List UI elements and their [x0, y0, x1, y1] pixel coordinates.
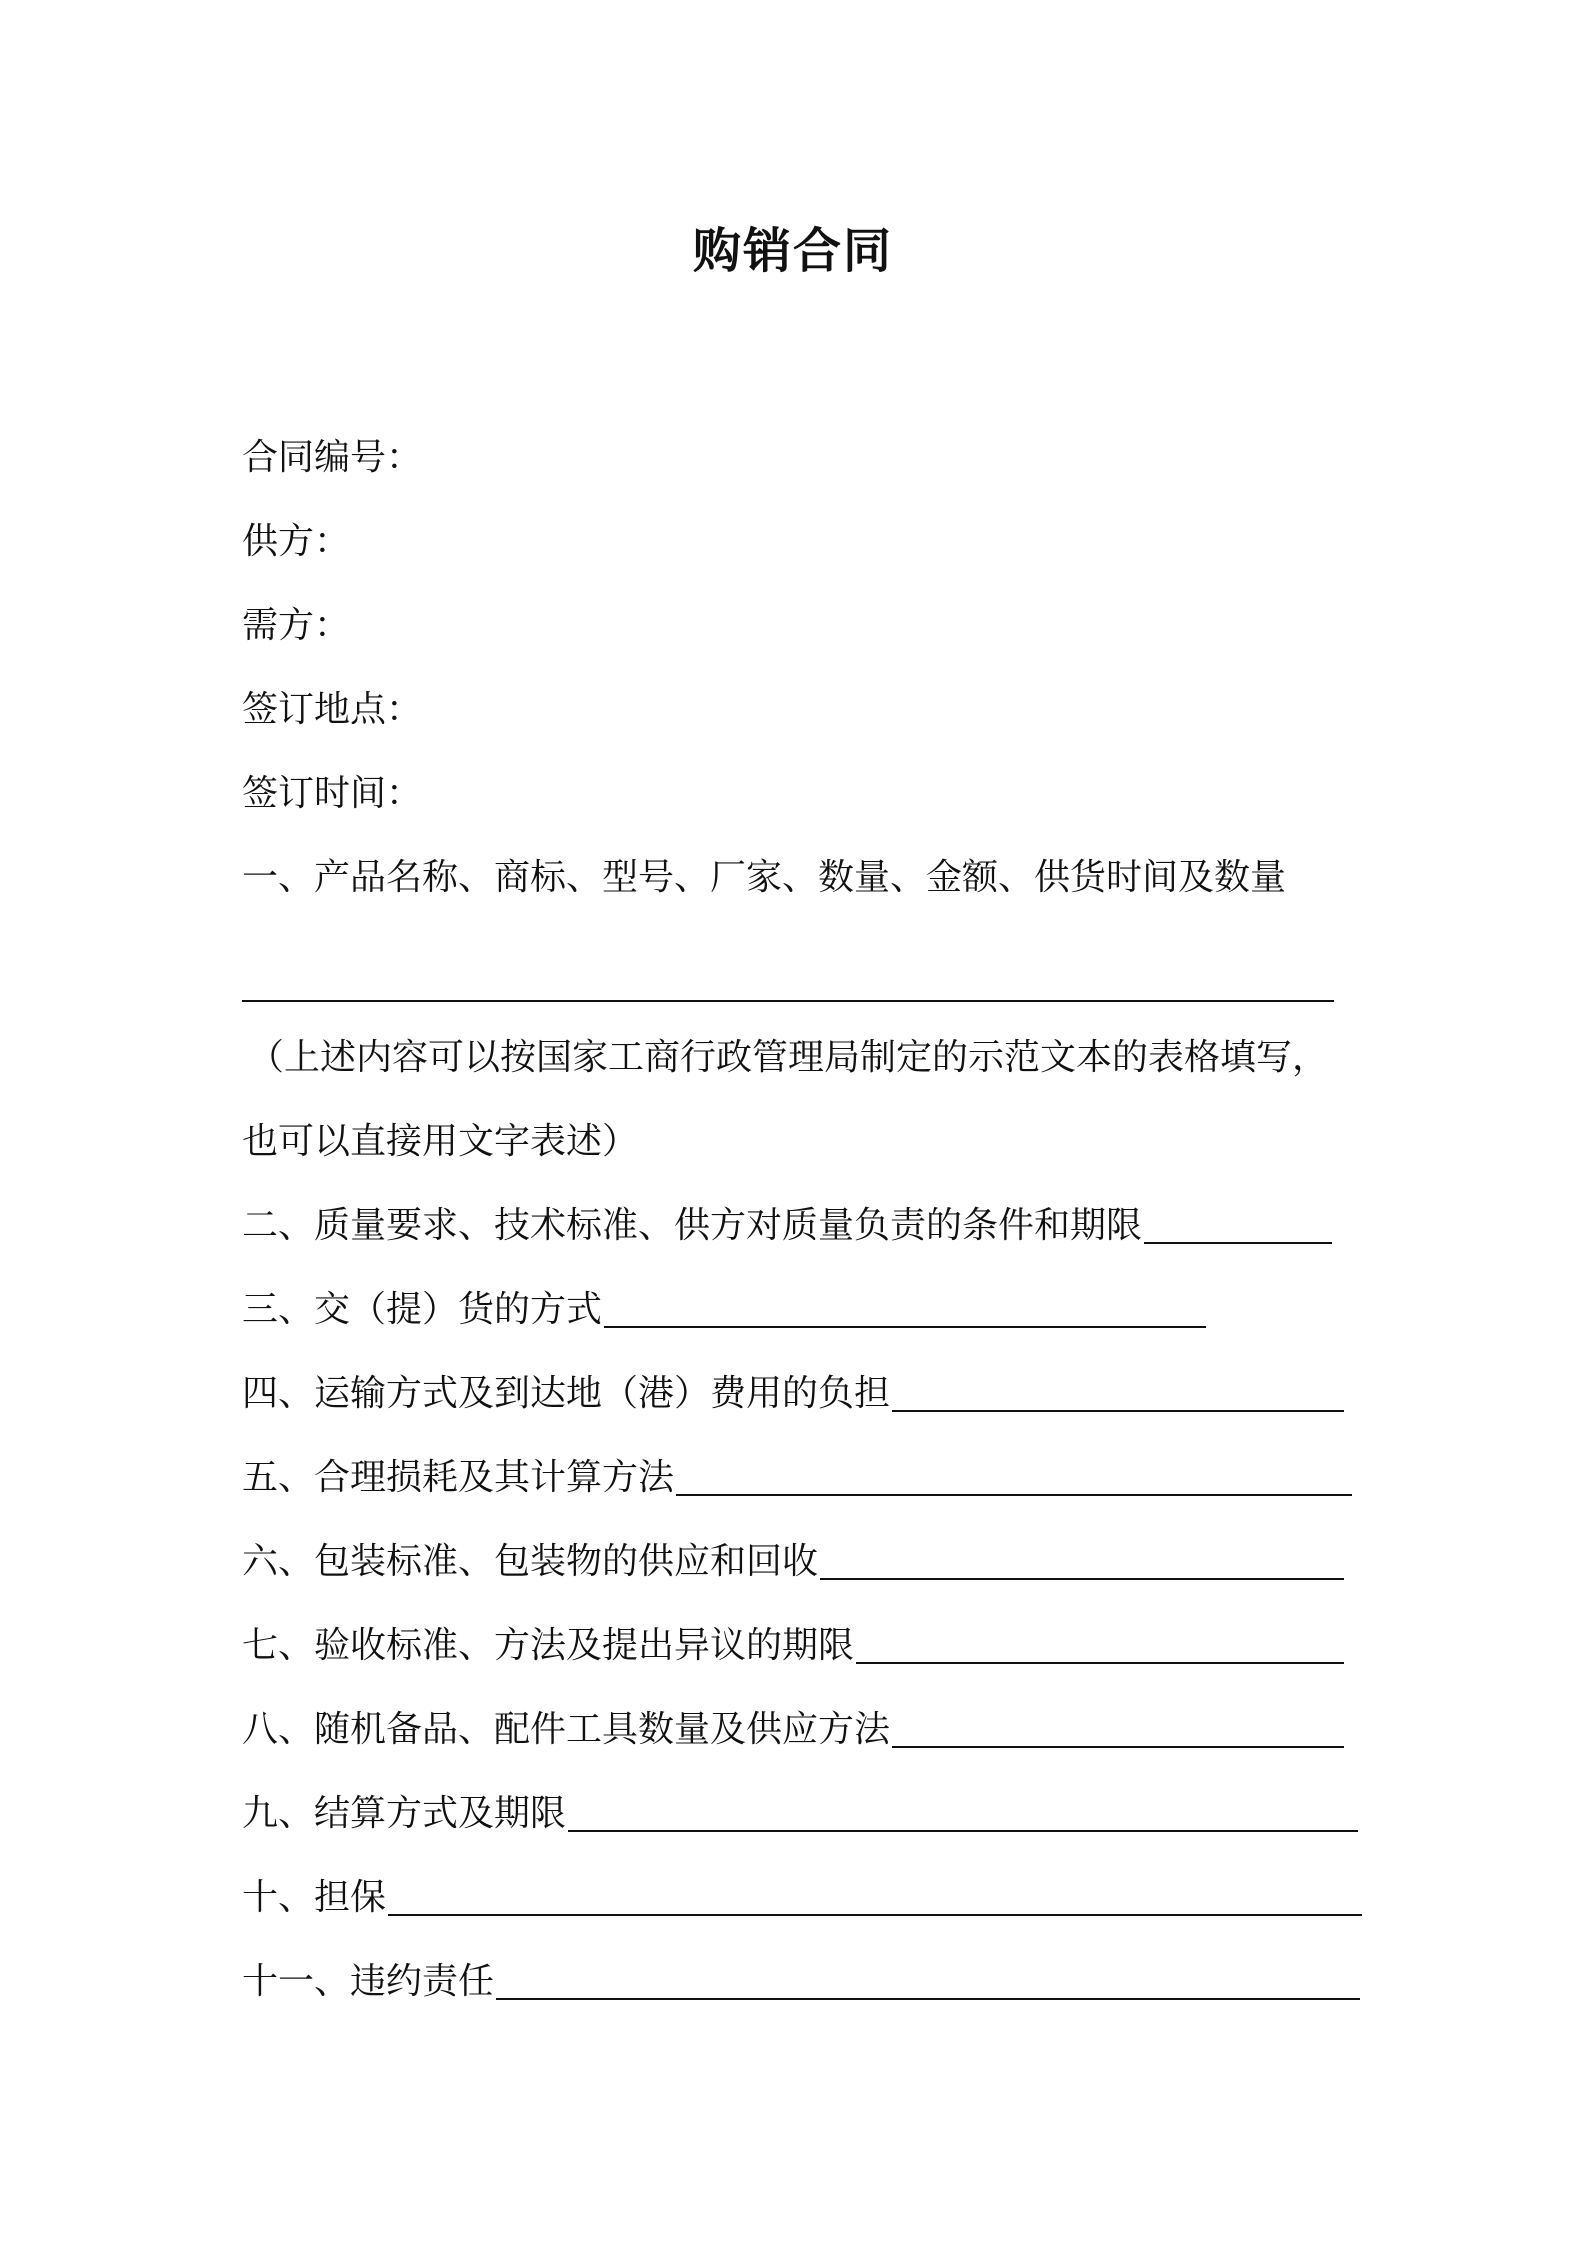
blank-rule — [496, 1956, 1360, 2000]
field-label: 签订时间： — [242, 772, 423, 814]
clause-2 — [242, 1180, 1362, 1264]
clause-text: 四、运输方式及到达地（港）费用的负担 — [242, 1372, 891, 1414]
clause-text: 九、结算方式及期限 — [242, 1792, 567, 1834]
clause-5 — [242, 1432, 1362, 1516]
clause-text: 一、产品名称、商标、型号、厂家、数量、金额、供货时间及数量 — [242, 856, 1287, 898]
clause-1 — [242, 832, 1362, 916]
clause-text: 五、合理损耗及其计算方法 — [242, 1456, 675, 1498]
blank-rule — [676, 1452, 1352, 1496]
clause-1-note-line-2 — [242, 1096, 1362, 1180]
note-text: （上述内容可以按国家工商行政管理局制定的示范文本的表格填写， — [248, 1036, 1329, 1078]
field-label: 供方： — [242, 520, 351, 562]
clause-9 — [242, 1768, 1362, 1852]
field-signing-place — [242, 664, 1362, 748]
blank-rule — [856, 1620, 1344, 1664]
field-buyer — [242, 580, 1362, 664]
clause-text: 十、担保 — [242, 1876, 387, 1918]
clause-6 — [242, 1516, 1362, 1600]
contract-body — [242, 412, 1362, 2020]
clause-11 — [242, 1936, 1362, 2020]
clause-1-note-line-1 — [242, 1012, 1362, 1096]
blank-rule — [1144, 1200, 1332, 1244]
blank-rule — [892, 1704, 1344, 1748]
clause-7 — [242, 1600, 1362, 1684]
clause-text: 八、随机备品、配件工具数量及供应方法 — [242, 1708, 891, 1750]
blank-rule — [892, 1368, 1344, 1412]
clause-8 — [242, 1684, 1362, 1768]
blank-rule — [242, 1000, 1334, 1002]
blank-rule — [604, 1284, 1206, 1328]
field-supplier — [242, 496, 1362, 580]
clause-4 — [242, 1348, 1362, 1432]
clause-3 — [242, 1264, 1362, 1348]
field-contract-number — [242, 412, 1362, 496]
blank-rule — [388, 1872, 1362, 1916]
field-label: 合同编号： — [242, 436, 423, 478]
note-text: 也可以直接用文字表述） — [242, 1120, 639, 1162]
blank-rule — [820, 1536, 1344, 1580]
clause-1-blank-line — [242, 916, 1362, 1012]
clause-10 — [242, 1852, 1362, 1936]
clause-text: 二、质量要求、技术标准、供方对质量负责的条件和期限 — [242, 1204, 1143, 1246]
clause-text: 七、验收标准、方法及提出异议的期限 — [242, 1624, 855, 1666]
field-label: 签订地点： — [242, 688, 423, 730]
clause-text: 三、交（提）货的方式 — [242, 1288, 603, 1330]
clause-text: 六、包装标准、包装物的供应和回收 — [242, 1540, 819, 1582]
blank-rule — [568, 1788, 1358, 1832]
field-signing-time — [242, 748, 1362, 832]
field-label: 需方： — [242, 604, 351, 646]
document-title: 购销合同 — [692, 223, 893, 279]
clause-text: 十一、违约责任 — [242, 1960, 495, 2002]
